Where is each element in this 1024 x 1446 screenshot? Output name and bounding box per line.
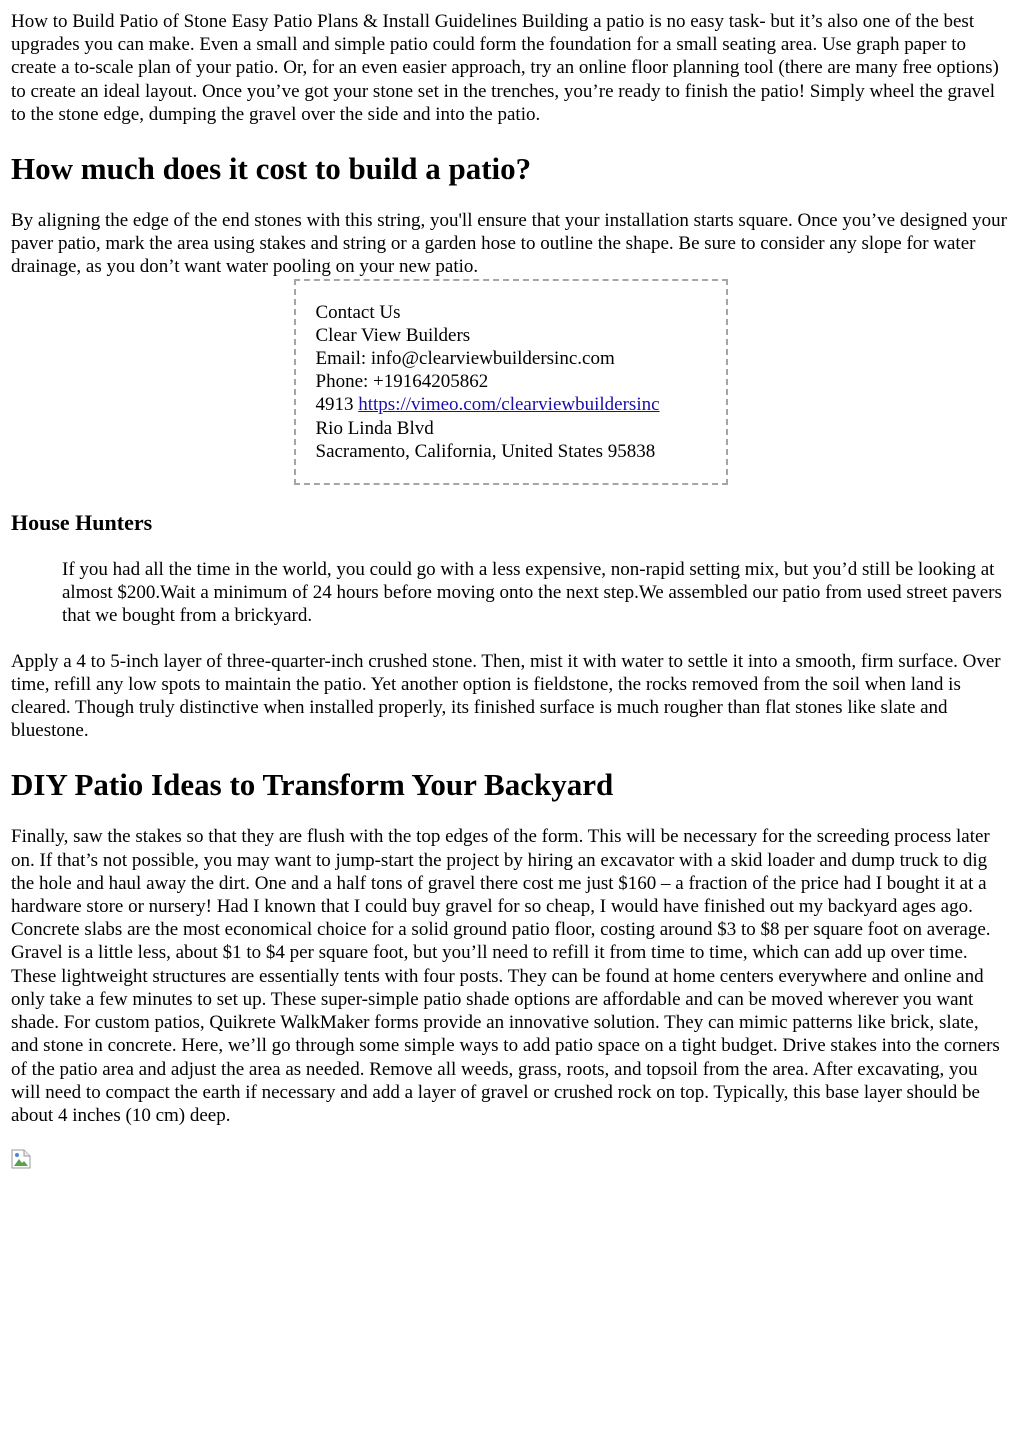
broken-image-icon xyxy=(11,1149,31,1169)
contact-email: Email: info@clearviewbuildersinc.com xyxy=(315,348,615,370)
section-heading-cost: How much does it cost to build a patio? xyxy=(11,151,532,187)
address-city: Sacramento, California, United States 95838 xyxy=(315,440,656,462)
diy-paragraph: Finally, saw the stakes so that they are flush with the top edges of the form. This will be necessary for the screeding process later on. If that’s not possible, you may want to jump-start the project by hiring an excavator with a skid loader and dump truck to dig the hole and haul away the dirt. One and a half tons of gravel there cost me just $160 – a fraction of the price had I bought it at a hardware store or nursery! Had I known that I could buy gravel for so cheap, I would have finished out my backyard ages ago. Concrete slabs are the most economical choice for a solid ground patio floor, costing around $3 to $8 per square foot on average. Gravel is a little less, about $1 to $4 per square foot, but you’ll need to refill it from time to time, which can add up over time. These lightweight structures are essentially tents with four posts. They can be found at home centers everywhere and online and only take a few minutes to set up. These super-simple patio shade options are affordable and can be moved wherever you want shade. For custom patios, Quikrete WalkMaker forms provide an innovative solution. They can mimic patterns like brick, slate, and stone in concrete. Here, we’ll go through some simple ways to add patio space on a tight budget. Drive stakes into the corners of the patio area and adjust the area as needed. Remove all weeds, grass, roots, and topsoil from the area. After excavating, you will need to compact the earth if necessary and add a layer of gravel or crushed rock on top. Typically, this base layer should be about 4 inches (10 cm) deep. xyxy=(11,826,1000,1126)
cost-paragraph: By aligning the edge of the end stones with this string, you'll ensure that your installation starts square. Once you’ve designed your paver patio, mark the area using stakes and string or a garden hose to outline the shape. Be sure to consider any slope for water drainage, as you don’t want water pooling on your new patio. xyxy=(11,210,1007,278)
company-name: Clear View Builders xyxy=(315,324,471,346)
blockquote: If you had all the time in the world, you could go with a less expensive, non-rapid setting mix, but you’d still be looking at almost $200.Wait a minimum of 24 hours before moving onto the next step.We assembled our patio from used street pavers that we bought from a brickyard. xyxy=(62,559,1002,627)
contact-box xyxy=(294,279,728,485)
contact-phone: Phone: +19164205862 xyxy=(315,371,489,393)
contact-title: Contact Us xyxy=(315,301,401,323)
vimeo-link[interactable]: https://vimeo.com/clearviewbuildersinc xyxy=(358,394,660,416)
street-number: 4913 xyxy=(315,394,359,416)
section-heading-diy: DIY Patio Ideas to Transform Your Backyard xyxy=(11,767,614,803)
address-street: Rio Linda Blvd xyxy=(315,417,434,439)
address-line-1 xyxy=(316,393,706,416)
intro-paragraph: How to Build Patio of Stone Easy Patio Plans & Install Guidelines Building a patio is no easy task- but it’s also one of the best upgrades you can make. Even a small and simple patio could form the foundation for a small seating area. Use graph paper to create a to-scale plan of your patio. Or, for an even easier approach, try an online floor planning tool (there are many free options) to create an ideal layout. Once you’ve got your stone set in the trenches, you’re ready to finish the patio! Simply wheel the gravel to the stone edge, dumping the gravel over the side and into the patio. xyxy=(11,11,999,125)
section-heading-house-hunters: House Hunters xyxy=(11,510,153,536)
stone-paragraph: Apply a 4 to 5-inch layer of three-quarter-inch crushed stone. Then, mist it with water to settle it into a smooth, firm surface. Over time, refill any low spots to maintain the patio. Yet another option is fieldstone, the rocks removed from the soil when land is cleared. Though truly distinctive when installed properly, its finished surface is much rougher than flat stones like slate and bluestone. xyxy=(11,650,1001,742)
